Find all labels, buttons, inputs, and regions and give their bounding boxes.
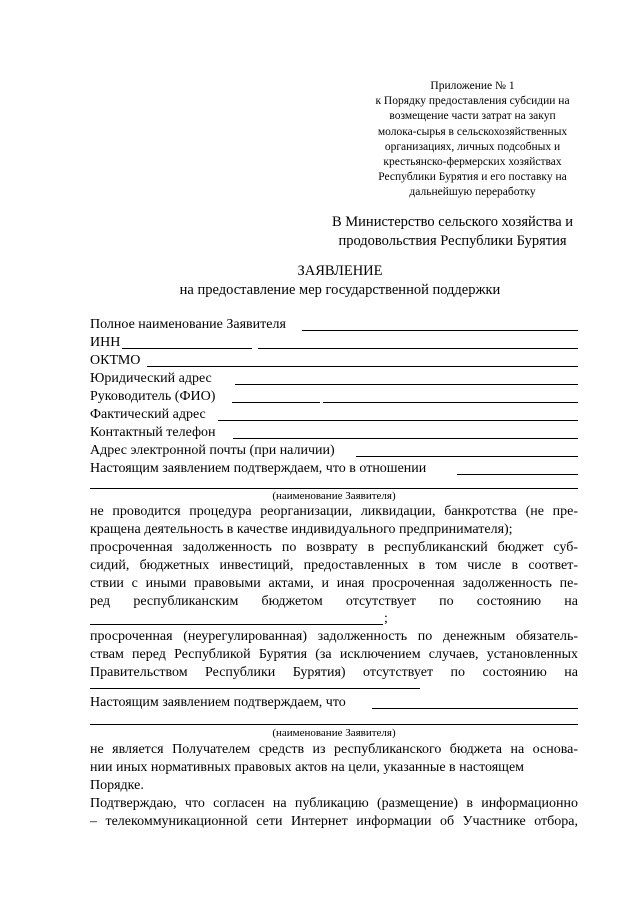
appendix-line: дальнейшую переработку (409, 186, 536, 199)
paragraph-line: сидий, бюджетных инвестиций, предоставленных в том числе в соответ- (90, 558, 578, 573)
field-label: Адрес электронной почты (при наличии) (90, 443, 335, 458)
field-label: Полное наименование Заявителя (90, 317, 286, 332)
field-label: Юридический адрес (90, 371, 212, 386)
paragraph-not-recipient (90, 741, 578, 795)
field-label: Фактический адрес (90, 407, 206, 422)
fill-line[interactable] (302, 330, 578, 331)
appendix-line: молока-сырья в сельскохозяйственных (377, 125, 568, 138)
field-inn (90, 334, 578, 352)
document-title (90, 262, 590, 300)
paragraph-line: – телекоммуникационной сети Интернет информации об Участнике отбора, (90, 814, 578, 829)
field-oktmo (90, 352, 578, 370)
paragraph-line: Правительством Республики Бурятия) отсутствует по состоянию на (90, 665, 578, 680)
date-line-2 (90, 674, 578, 692)
field-legal-address (90, 370, 578, 388)
field-label: Руководитель (ФИО) (90, 389, 216, 404)
field-label: ИНН (90, 335, 121, 350)
paragraph-line: Подтверждаю, что согласен на публикацию (размещение) в информационно (90, 796, 578, 811)
paragraph-line: просроченная (неурегулированная) задолженность по денежным обязатель- (90, 629, 578, 644)
fill-line[interactable] (258, 348, 578, 349)
caption-applicant-name: (наименование Заявителя) (272, 490, 396, 502)
fill-line[interactable] (218, 420, 578, 421)
fill-line[interactable] (323, 402, 578, 403)
fill-line[interactable] (147, 366, 578, 367)
field-director (90, 388, 578, 406)
field-actual-address (90, 406, 578, 424)
paragraph-line: просроченная задолженность по возврату в республиканский бюджет суб- (90, 540, 578, 555)
field-full-name (90, 316, 578, 334)
field-email (90, 442, 578, 460)
fill-line[interactable] (90, 724, 578, 725)
title-main: ЗАЯВЛЕНИЕ (297, 263, 383, 279)
paragraph-line: ред республиканским бюджетом отсутствует по состоянию на (90, 594, 578, 609)
line-end: ; (384, 611, 388, 626)
date-line-1 (90, 610, 578, 628)
recipient-line: продовольствия Республики Бурятия (338, 233, 567, 249)
appendix-line: возмещение части затрат на закуп (389, 110, 556, 123)
fill-line[interactable] (90, 688, 420, 689)
paragraph-no-budget-debt (90, 539, 578, 611)
appendix-line: к Порядку предоставления субсидии на (375, 95, 570, 108)
paragraph-publication-consent (90, 795, 578, 831)
fill-line[interactable] (122, 348, 252, 349)
paragraph-line: не проводится процедура реорганизации, ликвидации, банкротства (не пре- (90, 504, 578, 519)
fill-line[interactable] (372, 708, 578, 709)
recipient-block (310, 213, 595, 251)
fill-line[interactable] (235, 384, 578, 385)
paragraph-line: ствии с иными правовыми актами, и иная просроченная задолженность пе- (90, 576, 578, 591)
paragraph-line: нии иных нормативных правовых актов на цели, указанные в настоящем (90, 760, 525, 775)
appendix-header (355, 79, 590, 201)
field-label: Контактный телефон (90, 425, 216, 440)
field-label: Настоящим заявлением подтверждаем, что в отношении (90, 461, 427, 476)
appendix-line: Республики Бурятия и его поставку на (378, 171, 567, 184)
paragraph-line: ствам перед Республикой Бурятия (за исключением случаев, установленных (90, 647, 578, 662)
appendix-line: крестьянско-фермерских хозяйствах (383, 156, 562, 169)
title-sub: на предоставление мер государственной поддержки (179, 282, 501, 298)
field-label: ОКТМО (90, 353, 141, 368)
fill-line[interactable] (356, 456, 578, 457)
fill-line[interactable] (90, 624, 383, 625)
paragraph-line: не является Получателем средств из республиканского бюджета на основа- (90, 742, 578, 757)
caption-applicant-name-2: (наименование Заявителя) (272, 727, 396, 739)
appendix-line: организациях, личных подсобных и (384, 140, 561, 153)
field-phone (90, 424, 578, 442)
appendix-line: Приложение № 1 (430, 80, 515, 92)
paragraph-no-reorganization (90, 503, 578, 539)
paragraph-line: кращена деятельность в качестве индивидуального предпринимателя); (90, 522, 513, 537)
recipient-line: В Министерство сельского хозяйства и (331, 214, 574, 230)
fill-line[interactable] (232, 402, 320, 403)
paragraph-line: Порядке. (90, 778, 144, 793)
fill-line[interactable] (233, 438, 578, 439)
field-label: Настоящим заявлением подтверждаем, что (90, 695, 346, 710)
